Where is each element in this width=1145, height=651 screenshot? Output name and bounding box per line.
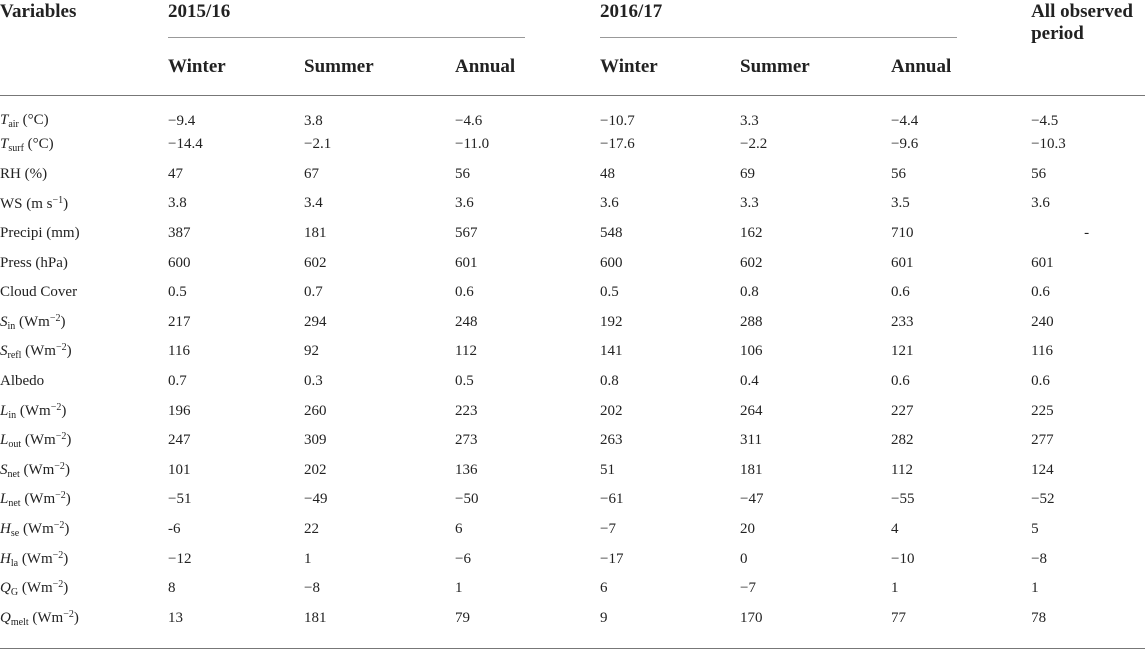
value-cell: 0.6 [1031, 373, 1050, 390]
variable-label: $Q_{melt}$ $(Wm^{-2})$ [0, 608, 79, 628]
variable-label: Albedo [0, 373, 45, 390]
value-cell: 3.3 [740, 195, 759, 212]
value-cell: 387 [168, 225, 191, 242]
value-cell: 0.5 [600, 284, 619, 301]
value-cell: −2.1 [304, 136, 332, 153]
variable-label: $H_{se}$ $(Wm^{-2})$ [0, 520, 70, 540]
value-cell: 240 [1031, 313, 1054, 330]
value-cell: −7 [740, 580, 756, 597]
value-cell: 4 [891, 521, 899, 538]
value-cell: −50 [455, 491, 479, 508]
table-row [0, 574, 1145, 604]
value-cell: - [1084, 225, 1090, 242]
value-cell: 51 [600, 461, 616, 478]
variable-label: $S_{refl}$ $(Wm^{-2})$ [0, 342, 72, 362]
value-cell: 0.5 [455, 373, 474, 390]
table-row [0, 515, 1145, 545]
value-cell: 217 [168, 313, 191, 330]
table-row [0, 160, 1145, 190]
value-cell: 1 [1031, 580, 1039, 597]
value-cell: 202 [304, 461, 327, 478]
value-cell: −9.4 [168, 112, 196, 129]
value-cell: −7 [600, 521, 616, 538]
value-cell: 47 [168, 165, 183, 182]
value-cell: 0.6 [1031, 284, 1050, 301]
value-cell: −12 [168, 550, 192, 567]
value-cell: 288 [740, 313, 763, 330]
value-cell: 116 [1031, 343, 1054, 360]
table-row [0, 367, 1145, 397]
value-cell: 3.6 [600, 195, 619, 212]
value-cell: 1 [304, 550, 312, 567]
value-cell: 0.3 [304, 373, 323, 390]
value-cell: −10.3 [1031, 136, 1066, 153]
value-cell: 22 [304, 521, 319, 538]
variable-label: RH (%) [0, 165, 48, 182]
table-row [0, 337, 1145, 367]
table-row [0, 604, 1145, 634]
value-cell: 3.8 [168, 195, 187, 212]
value-cell: 141 [600, 343, 623, 360]
table-row [0, 544, 1145, 574]
header-blank [0, 38, 165, 96]
value-cell: 233 [891, 313, 914, 330]
table-row [0, 426, 1145, 456]
value-cell: −2.2 [740, 136, 768, 153]
value-cell: 710 [891, 225, 914, 242]
value-cell: 0.8 [600, 373, 619, 390]
value-cell: −4.5 [1031, 112, 1059, 129]
header-period-2015-16: 2015/16 [168, 1, 231, 22]
value-cell: −10.7 [600, 112, 635, 129]
value-cell: 67 [304, 165, 319, 182]
variable-label: $L_{net}$ $(Wm^{-2})$ [0, 490, 71, 510]
value-cell: 247 [168, 432, 191, 449]
value-cell: 6 [600, 580, 608, 597]
value-cell: −11.0 [455, 136, 490, 153]
variable-label: $Q_G$ $(Wm^{-2})$ [0, 579, 69, 599]
value-cell: 309 [304, 432, 327, 449]
value-cell: 263 [600, 432, 623, 449]
variable-label: $S_{net}$ $(Wm^{-2})$ [0, 460, 70, 480]
value-cell: 248 [455, 313, 478, 330]
value-cell: 196 [168, 402, 191, 419]
value-cell: 282 [891, 432, 914, 449]
value-cell: −6 [455, 550, 471, 567]
table-row [0, 485, 1145, 515]
value-cell: 0.6 [891, 284, 910, 301]
value-cell: 0.8 [740, 284, 759, 301]
value-cell: 8 [168, 580, 176, 597]
value-cell: −55 [891, 491, 915, 508]
table-row [0, 219, 1145, 249]
value-cell: 106 [740, 343, 763, 360]
table-row [0, 396, 1145, 426]
value-cell: 601 [455, 254, 478, 271]
table-row [0, 130, 1145, 160]
value-cell: 3.5 [891, 195, 910, 212]
value-cell: −8 [1031, 550, 1048, 567]
value-cell: 311 [740, 432, 762, 449]
header-annual-1: Annual [455, 56, 516, 77]
value-cell: 0.6 [891, 373, 910, 390]
header-variables: Variables [0, 1, 77, 22]
value-cell: 223 [455, 402, 478, 419]
value-cell: 56 [1031, 165, 1047, 182]
value-cell: 600 [168, 254, 191, 271]
value-cell: 181 [304, 225, 327, 242]
value-cell: 6 [455, 521, 463, 538]
variable-label: $T_{surf}$ (°C) [0, 135, 54, 154]
table-row [0, 96, 1145, 130]
value-cell: 192 [600, 313, 623, 330]
variable-label: Cloud Cover [0, 284, 78, 301]
value-cell: −51 [168, 491, 192, 508]
value-cell: 78 [1031, 609, 1047, 626]
value-cell: −17.6 [600, 136, 635, 153]
value-cell: 3.8 [304, 112, 323, 129]
value-cell: 121 [891, 343, 914, 360]
value-cell: 0.7 [168, 373, 187, 390]
value-cell: 294 [304, 313, 327, 330]
variable-label: Precipi (mm) [0, 225, 80, 242]
header-period-2016-17: 2016/17 [600, 1, 663, 22]
header-winter-1: Winter [168, 56, 226, 77]
value-cell: 5 [1031, 521, 1039, 538]
value-cell: 56 [891, 165, 907, 182]
value-cell: 1 [891, 580, 899, 597]
value-cell: 116 [168, 343, 190, 360]
value-cell: 3.6 [455, 195, 474, 212]
value-cell: 0.4 [740, 373, 759, 390]
value-cell: 3.6 [1031, 195, 1050, 212]
value-cell: −52 [1031, 491, 1055, 508]
value-cell: 202 [600, 402, 623, 419]
value-cell: 3.3 [740, 112, 759, 129]
header-summer-2: Summer [740, 56, 810, 77]
variable-label: $T_{air}$ (°C) [0, 112, 49, 130]
variable-label: $H_{la}$ $(Wm^{-2})$ [0, 549, 69, 569]
value-cell: 112 [455, 343, 477, 360]
value-cell: 101 [168, 461, 191, 478]
header-summer-1: Summer [304, 56, 374, 77]
value-cell: −61 [600, 491, 624, 508]
value-cell: 601 [1031, 254, 1054, 271]
value-cell: 548 [600, 225, 623, 242]
value-cell: 48 [600, 165, 616, 182]
value-cell: 9 [600, 609, 608, 626]
value-cell: 600 [600, 254, 623, 271]
variable-label: Press (hPa) [0, 254, 68, 271]
table-row [0, 308, 1145, 338]
value-cell: 20 [740, 521, 756, 538]
table-row [0, 456, 1145, 486]
table-row [0, 248, 1145, 278]
variable-label: $S_{in}$ $(Wm^{-2})$ [0, 312, 66, 332]
value-cell: 227 [891, 402, 914, 419]
value-cell: 0.6 [455, 284, 474, 301]
value-cell: −10 [891, 550, 915, 567]
value-cell: 136 [455, 461, 478, 478]
value-cell: 181 [304, 609, 327, 626]
value-cell: −17 [600, 550, 624, 567]
variable-label: $L_{in}$ $(Wm^{-2})$ [0, 401, 67, 421]
value-cell: 112 [891, 461, 913, 478]
value-cell: −49 [304, 491, 328, 508]
value-cell: 567 [455, 225, 478, 242]
header-winter-2: Winter [600, 56, 658, 77]
value-cell: 601 [891, 254, 914, 271]
value-cell: −8 [304, 580, 320, 597]
variable-label: WS (m $s^{-1}$) [0, 194, 69, 212]
value-cell: −4.4 [891, 112, 919, 129]
value-cell: 0.5 [168, 284, 187, 301]
value-cell: 181 [740, 461, 763, 478]
value-cell: 13 [168, 609, 183, 626]
value-cell: 162 [740, 225, 763, 242]
value-cell: 69 [740, 165, 756, 182]
value-cell: 124 [1031, 461, 1054, 478]
value-cell: 277 [1031, 432, 1054, 449]
value-cell: 0 [740, 550, 748, 567]
value-cell: 77 [891, 609, 907, 626]
value-cell: 602 [740, 254, 763, 271]
value-cell: 56 [455, 165, 470, 182]
header-all-period: All observed period [1031, 1, 1133, 44]
value-cell: 225 [1031, 402, 1054, 419]
value-cell: 0.7 [304, 284, 323, 301]
value-cell: 1 [455, 580, 463, 597]
table-row [0, 278, 1145, 308]
value-cell: −14.4 [168, 136, 203, 153]
variable-label: $L_{out}$ $(Wm^{-2})$ [0, 431, 72, 451]
value-cell: 273 [455, 432, 478, 449]
value-cell: 3.4 [304, 195, 323, 212]
value-cell: 264 [740, 402, 763, 419]
value-cell: −9.6 [891, 136, 919, 153]
value-cell: −47 [740, 491, 764, 508]
header-annual-2: Annual [891, 56, 952, 77]
table-row [0, 189, 1145, 219]
value-cell: 92 [304, 343, 319, 360]
value-cell: -6 [168, 521, 181, 538]
value-cell: 170 [740, 609, 763, 626]
value-cell: 79 [455, 609, 470, 626]
table-body [0, 96, 1145, 633]
bottom-rule [0, 648, 1145, 649]
value-cell: 260 [304, 402, 327, 419]
value-cell: −4.6 [455, 112, 483, 129]
value-cell: 602 [304, 254, 327, 271]
